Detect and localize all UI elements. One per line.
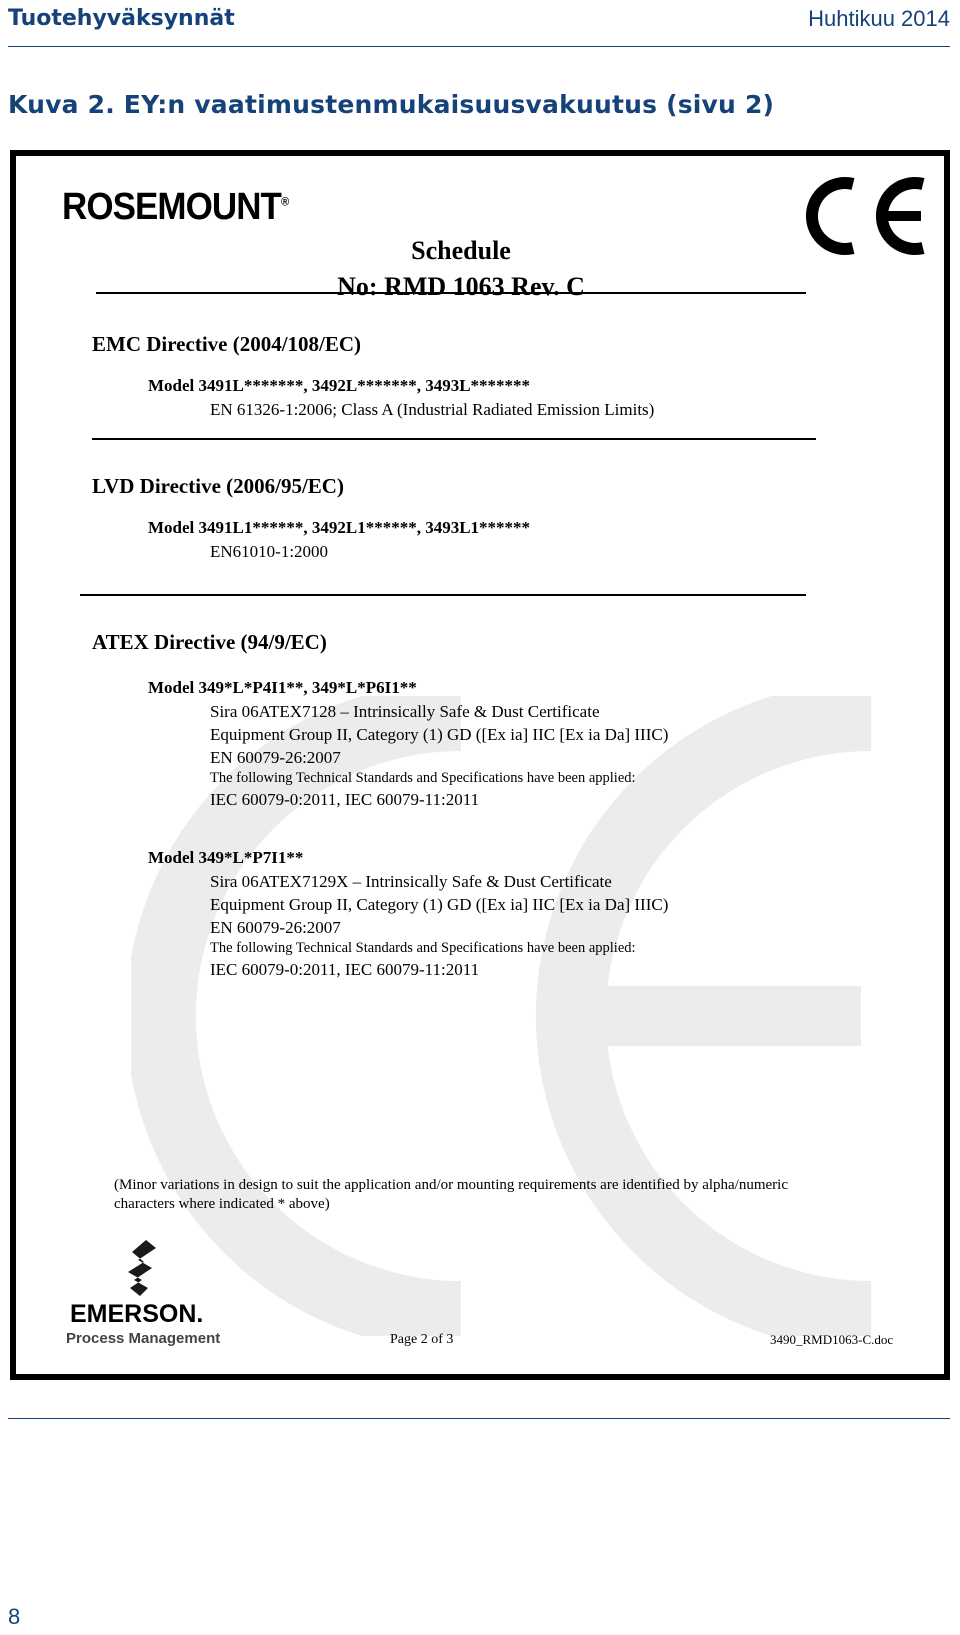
atex-heading: ATEX Directive (94/9/EC) <box>92 630 327 654</box>
emerson-logo-icon <box>126 1238 166 1298</box>
atex-iec-standards: IEC 60079-0:2011, IEC 60079-11:2011 <box>210 960 480 979</box>
atex-certificate: Sira 06ATEX7129X – Intrinsically Safe & Dust Certificate <box>210 872 612 891</box>
variation-note: (Minor variations in design to suit the application and/or mounting requirements are identified by alpha/numeric characters where indicated * above) <box>114 1177 788 1212</box>
page-number: 8 <box>8 1604 21 1629</box>
atex-equipment-group: Equipment Group II, Category (1) GD ([Ex ia] IIC [Ex ia Da] IIIC) <box>210 895 669 914</box>
header-divider <box>8 46 950 47</box>
atex-en-standard: EN 60079-26:2007 <box>210 748 341 767</box>
schedule-number: No: RMD 1063 Rev. C <box>337 272 585 301</box>
header-date: Huhtikuu 2014 <box>808 6 950 31</box>
rosemount-logo <box>62 186 288 229</box>
certificate-scan <box>10 150 950 1380</box>
schedule-title: Schedule <box>411 236 511 265</box>
process-management-label: Process Management <box>66 1330 221 1347</box>
emc-heading: EMC Directive (2004/108/EC) <box>92 332 362 356</box>
atex-iec-standards: IEC 60079-0:2011, IEC 60079-11:2011 <box>210 790 480 809</box>
certificate-page-indicator: Page 2 of 3 <box>390 1332 454 1347</box>
lvd-model: Model 3491L1******, 3492L1******, 3493L1****** <box>148 518 531 537</box>
atex-model: Model 349*L*P7I1** <box>148 848 304 867</box>
atex-en-standard: EN 60079-26:2007 <box>210 918 341 937</box>
figure-caption: Kuva 2. EY:n vaatimustenmukaisuusvakuutus (sivu 2) <box>8 90 775 119</box>
lvd-standard: EN61010-1:2000 <box>210 542 329 561</box>
emc-model: Model 3491L*******, 3492L*******, 3493L******* <box>148 376 531 395</box>
atex-model: Model 349*L*P4I1**, 349*L*P6I1** <box>148 678 417 697</box>
atex-applied-note: The following Technical Standards and Specifications have been applied: <box>210 770 636 786</box>
atex-certificate: Sira 06ATEX7128 – Intrinsically Safe & Dust Certificate <box>210 702 600 721</box>
document-id: 3490_RMD1063-C.doc <box>770 1332 894 1347</box>
brand-name: ROSEMOUNT <box>62 186 281 228</box>
header-section-title: Tuotehyväksynnät <box>8 6 235 31</box>
emerson-wordmark: EMERSON. <box>70 1300 204 1328</box>
brand-registered-mark: ® <box>280 194 289 209</box>
lvd-heading: LVD Directive (2006/95/EC) <box>92 474 344 498</box>
emc-standard: EN 61326-1:2006; Class A (Industrial Radiated Emission Limits) <box>210 400 655 419</box>
divider <box>92 438 816 440</box>
footer-divider <box>8 1418 950 1419</box>
divider <box>80 594 806 596</box>
divider <box>96 292 806 294</box>
atex-applied-note: The following Technical Standards and Specifications have been applied: <box>210 940 636 956</box>
atex-equipment-group: Equipment Group II, Category (1) GD ([Ex ia] IIC [Ex ia Da] IIIC) <box>210 725 669 744</box>
